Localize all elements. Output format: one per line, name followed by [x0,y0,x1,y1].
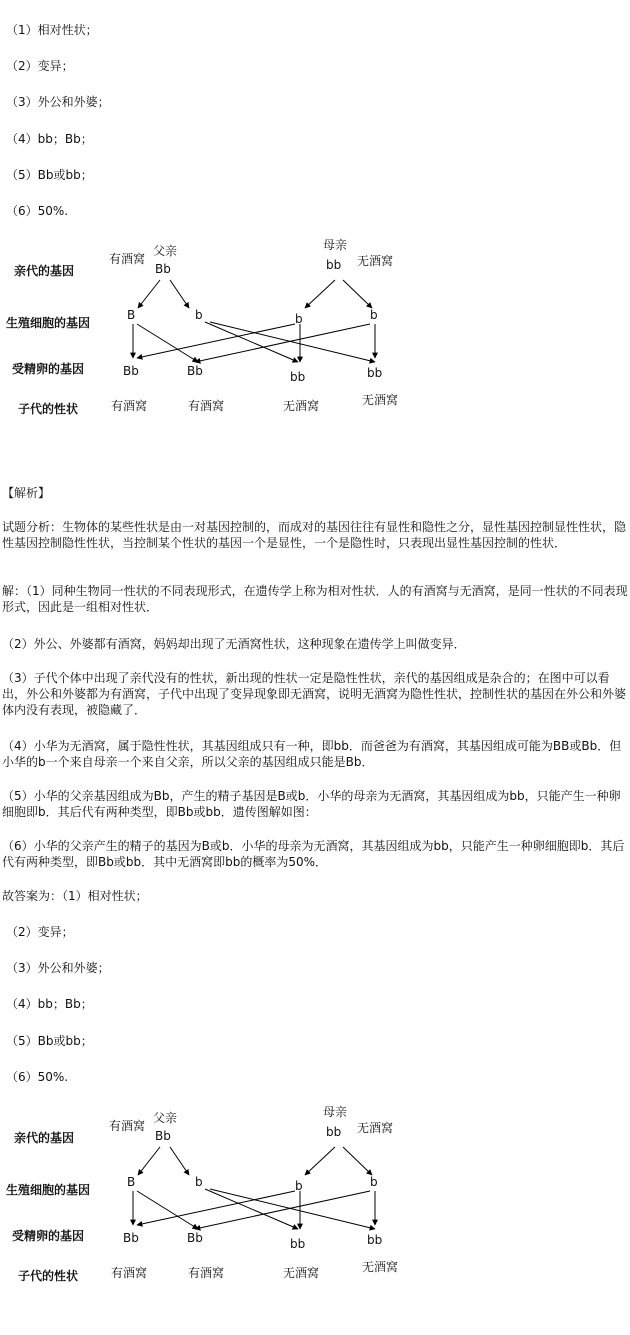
zygote: Bb [187,1231,203,1245]
father-trait: 有酒窝 [109,1119,146,1133]
row-label-parent-genes: 亲代的基因 [14,1131,75,1145]
analysis-paragraph: （5）小华的父亲基因组成为Bb，产生的精子基因是B或b．小华的母亲为无酒窝，其基因组成为bb，只能产生一种卵细胞即b．其后代有两种类型，即Bb或bb．遗传图解如图： [2,789,621,819]
analysis-paragraph: （2）外公、外婆都有酒窝，妈妈却出现了无酒窝性状，这种现象在遗传学上叫做变异． [2,637,466,651]
zygote: Bb [123,364,139,378]
offspring-trait: 无酒窝 [362,1260,399,1274]
offspring-trait: 有酒窝 [111,399,148,413]
gamete-B: B [127,308,136,322]
mother-title: 母亲 [323,1105,348,1119]
offspring-trait: 有酒窝 [188,399,225,413]
gamete-b: b [295,1179,303,1193]
answer-line: （4）bb；Bb； [6,997,93,1011]
answer-line: （5）Bb或bb； [6,168,93,182]
row-label-parent-genes: 亲代的基因 [14,264,75,278]
offspring-trait: 无酒窝 [362,393,399,407]
analysis-paragraph: 试题分析：生物体的某些性状是由一对基因控制的，而成对的基因往往有显性和隐性之分，显性基因控制显性性状，隐性基因控制隐性性状，当控制某个性状的基因一个是显性，一个是隐性时，只表现出显性基因控制的性状． [2,520,627,550]
mother-trait: 无酒窝 [357,1121,394,1135]
father-genotype: Bb [155,262,171,276]
answer-line: （6）50%. [6,1070,69,1084]
offspring-trait: 无酒窝 [283,1266,320,1280]
row-label-gamete-genes: 生殖细胞的基因 [6,1183,91,1197]
zygote: bb [290,370,306,384]
answer-line: （2）变异； [6,925,74,939]
analysis-paragraph: （3）子代个体中出现了亲代没有的性状，新出现的性状一定是隐性性状，亲代的基因组成是杂合的；在图中可以看出，外公和外婆都为有酒窝，子代中出现了变异现象即无酒窝，说明无酒窝为隐性性状，控制性状的基因在外公和外婆体内没有表现，被隐藏了． [2,671,627,717]
zygote: bb [367,366,383,380]
row-label-zygote-genes: 受精卵的基因 [12,362,85,376]
mother-genotype: bb [326,1125,342,1139]
father-title: 父亲 [153,244,178,258]
mother-genotype: bb [326,258,342,272]
zygote: bb [290,1237,306,1251]
answer-line: （1）相对性状； [6,23,98,37]
answer-line: （2）变异； [6,59,74,73]
father-title: 父亲 [153,1111,178,1125]
answer-line: （3）外公和外婆； [6,961,110,975]
gamete-b: b [370,1175,378,1189]
row-label-zygote-genes: 受精卵的基因 [12,1229,85,1243]
zygote: bb [367,1233,383,1247]
gamete-b: b [295,312,303,326]
zygote: Bb [123,1231,139,1245]
inheritance-diagram [0,1105,420,1285]
offspring-trait: 无酒窝 [283,399,320,413]
gamete-b: b [195,308,203,322]
analysis-paragraph: （4）小华为无酒窝，属于隐性性状，其基因组成只有一种，即bb．而爸爸为有酒窝，其基因组成可能为BB或Bb．但小华的b一个来自母亲一个来自父亲，所以父亲的基因组成只能是Bb． [2,739,622,769]
analysis-paragraph: 解：（1）同种生物同一性状的不同表现形式，在遗传学上称为相对性状．人的有酒窝与无酒窝，是同一性状的不同表现形式，因此是一组相对性状． [2,584,628,614]
answer-line: （5）Bb或bb； [6,1034,93,1048]
row-label-offspring-traits: 子代的性状 [18,402,79,416]
answer-line: （4）bb；Bb； [6,132,93,146]
answer-line: （6）50%. [6,204,69,218]
gamete-b: b [195,1175,203,1189]
analysis-heading: 【解析】 [2,486,51,500]
answer-line: 故答案为：（1）相对性状； [2,889,148,903]
mother-trait: 无酒窝 [357,254,394,268]
offspring-trait: 有酒窝 [111,1266,148,1280]
zygote: Bb [187,364,203,378]
row-label-offspring-traits: 子代的性状 [18,1269,79,1283]
inheritance-diagram [0,238,420,418]
offspring-trait: 有酒窝 [188,1266,225,1280]
analysis-paragraph: （6）小华的父亲产生的精子的基因为B或b．小华的母亲为无酒窝，其基因组成为bb，只能产生一种卵细胞即b．其后代有两种类型，即Bb或bb．其中无酒窝即bb的概率为50%． [2,839,625,869]
gamete-b: b [370,308,378,322]
row-label-gamete-genes: 生殖细胞的基因 [6,316,91,330]
father-genotype: Bb [155,1129,171,1143]
mother-title: 母亲 [323,238,348,252]
father-trait: 有酒窝 [109,252,146,266]
gamete-B: B [127,1175,136,1189]
answer-line: （3）外公和外婆； [6,95,110,109]
